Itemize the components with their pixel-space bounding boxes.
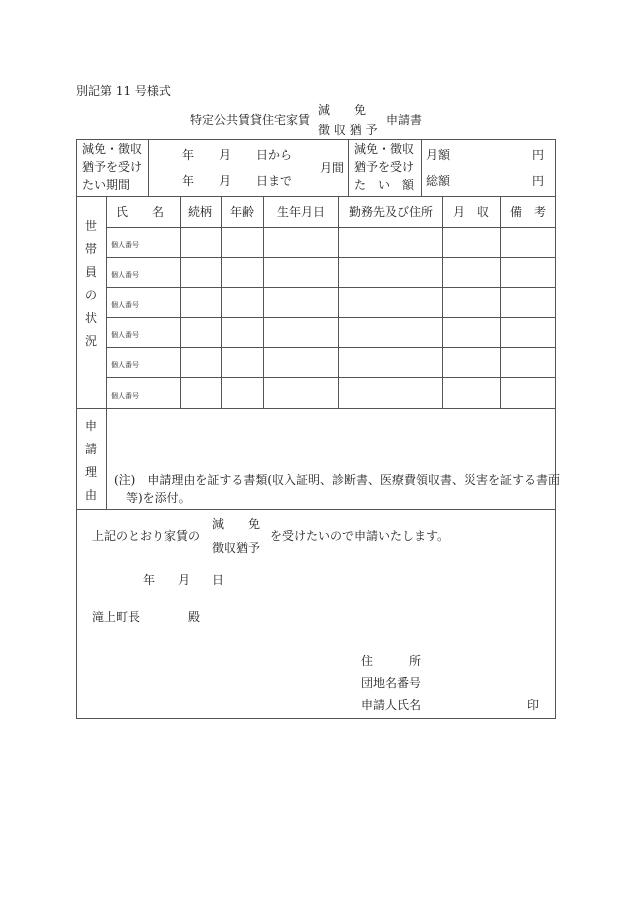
period-to-year: 年 (182, 174, 195, 188)
header-income: 月 収 (453, 205, 490, 219)
divider-side-label (106, 196, 107, 509)
period-from-year: 年 (182, 148, 195, 162)
period-from-day: 日から (256, 148, 293, 162)
divider-col-income (442, 196, 443, 408)
declaration-option-reduction: 減 免 (212, 517, 261, 531)
divider-row-2 (106, 287, 556, 288)
header-relation: 続柄 (188, 205, 213, 219)
divider-col-notes (500, 196, 501, 408)
reason-input-area[interactable] (108, 410, 554, 468)
total-amount-yen[interactable]: 円 (532, 174, 545, 188)
amount-label-line-2: 猶予を受け (354, 160, 415, 174)
divider-period-bottom (76, 196, 556, 197)
amount-label-line-3: た い 額 (354, 178, 415, 192)
period-to-day: 日まで (256, 174, 293, 188)
lot-number-label: 団地名番号 (361, 676, 422, 690)
header-age: 年齢 (230, 205, 255, 219)
divider-col-relation (180, 196, 181, 408)
reason-side-label: 申 請 理 由 (84, 419, 97, 502)
divider-col-age (221, 196, 222, 408)
divider-col-workplace (338, 196, 339, 408)
divider-period-amount (348, 139, 349, 196)
divider-row-3 (106, 317, 556, 318)
table-row[interactable]: 個人番号 (111, 241, 139, 249)
title-prefix: 特定公共賃貸住宅家賃 (190, 113, 311, 127)
amount-label-line-1: 減免・徴収 (354, 142, 415, 156)
divider-household-header (106, 227, 556, 228)
title-suffix: 申請書 (386, 113, 423, 127)
period-label-line-2: 猶予を受け (82, 160, 143, 174)
applicant-name-label: 申請人氏名 (361, 698, 422, 712)
reason-note-line-1: (注) 申請理由を証する書類(収入証明、診断書、医療費領収書、災害を証する書面 (114, 473, 561, 487)
seal-mark: 印 (527, 698, 540, 712)
table-row[interactable]: 個人番号 (111, 331, 139, 339)
divider-amount-label (421, 139, 422, 196)
form-number: 別記第 11 号様式 (76, 84, 171, 98)
table-row[interactable]: 個人番号 (111, 361, 139, 369)
total-amount-label: 総額 (426, 174, 451, 188)
period-months-label: 月間 (320, 161, 345, 175)
household-side-label: 世 帯 員 の 状 況 (84, 219, 97, 348)
title-option-reduction: 減 免 (318, 103, 367, 117)
table-row[interactable]: 個人番号 (111, 301, 139, 309)
declaration-suffix: を受けたいので申請いたします。 (270, 529, 450, 543)
declaration-prefix: 上記のとおり家賃の (92, 529, 201, 543)
table-row[interactable]: 個人番号 (111, 271, 139, 279)
header-workplace: 勤務先及び住所 (349, 205, 434, 219)
declaration-date-year: 年 (143, 573, 156, 587)
period-from-month: 月 (219, 148, 232, 162)
table-row[interactable]: 個人番号 (111, 392, 139, 400)
header-name: 氏 名 (116, 205, 165, 219)
divider-row-4 (106, 347, 556, 348)
period-label-line-1: 減免・徴収 (82, 142, 143, 156)
divider-row-5 (106, 377, 556, 378)
declaration-date-day: 日 (212, 573, 225, 587)
recipient-honorific: 殿 (188, 610, 201, 624)
address-label: 住 所 (361, 654, 422, 668)
title-option-deferral: 徴 収 猶 予 (318, 123, 378, 137)
divider-period-label (148, 139, 149, 196)
period-to-month: 月 (219, 174, 232, 188)
monthly-amount-label: 月額 (426, 148, 451, 162)
declaration-option-deferral: 徴収猶予 (212, 541, 261, 555)
divider-col-birthdate (263, 196, 264, 408)
recipient: 滝上町長 (92, 610, 141, 624)
monthly-amount-yen[interactable]: 円 (532, 148, 545, 162)
divider-reason-bottom (76, 509, 556, 510)
reason-note-line-2: 等)を添付。 (126, 491, 191, 505)
header-notes: 備 考 (510, 205, 547, 219)
declaration-date-month: 月 (178, 573, 191, 587)
header-birthdate: 生年月日 (277, 205, 326, 219)
divider-household-bottom (76, 408, 556, 409)
divider-row-1 (106, 257, 556, 258)
period-label-line-3: たい期間 (82, 178, 131, 192)
